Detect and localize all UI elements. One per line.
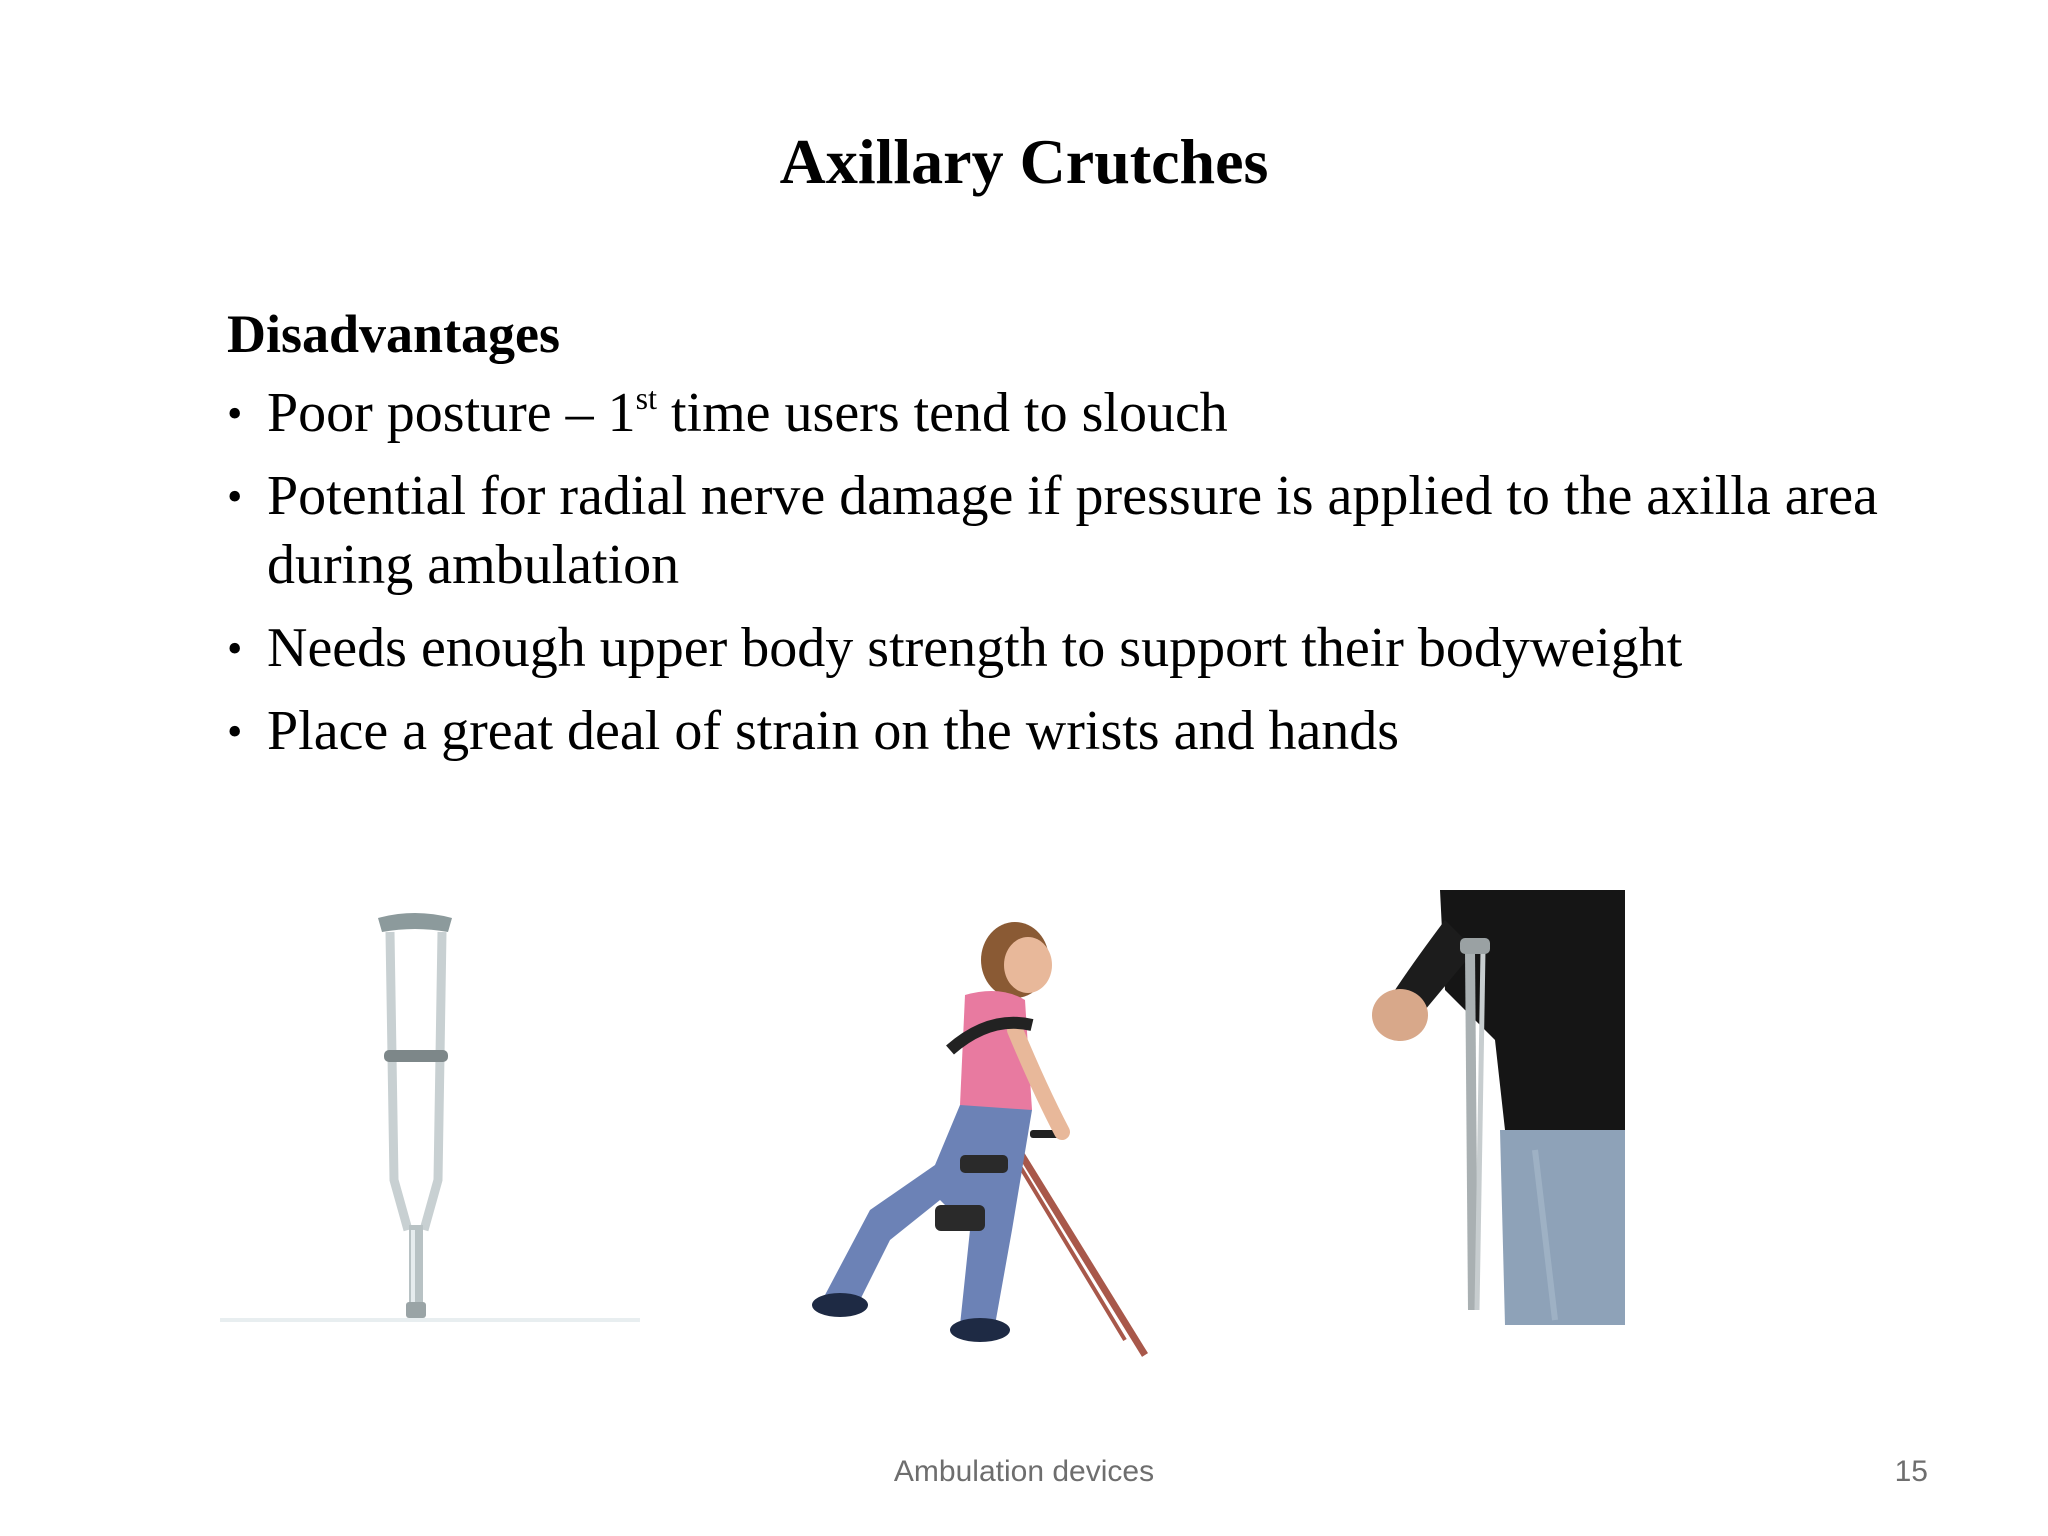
footer-text: Ambulation devices xyxy=(893,1455,1155,1488)
list-item xyxy=(227,462,1947,600)
list-item xyxy=(227,379,1947,448)
bullet-text: Place a great deal of strain on the wrists and hands xyxy=(267,700,1400,762)
slide-title: Axillary Crutches xyxy=(779,126,1269,197)
bullet-icon: • xyxy=(227,707,243,756)
list-item xyxy=(227,614,1947,683)
bullet-text: Needs enough upper body strength to support their bodyweight xyxy=(267,617,1683,679)
section-heading: Disadvantages xyxy=(227,304,561,364)
bullet-text-pre: Poor posture – 1 xyxy=(267,382,636,444)
axillary-crutch-image xyxy=(220,900,640,1330)
bullet-text-post: time users tend to slouch xyxy=(657,382,1228,444)
woman-with-crutch-image xyxy=(800,900,1170,1380)
bullet-icon: • xyxy=(227,389,243,438)
bullet-list xyxy=(227,379,1947,766)
bullet-icon: • xyxy=(227,624,243,673)
bullet-icon: • xyxy=(227,472,243,521)
page-number: 15 xyxy=(1894,1455,1928,1488)
bullet-superscript: st xyxy=(635,380,657,416)
man-gripping-crutch-image xyxy=(1355,890,1625,1325)
list-item xyxy=(227,697,1947,766)
slide-body xyxy=(227,300,1947,780)
bullet-text: Potential for radial nerve damage if pressure is applied to the axilla area during ambulation xyxy=(267,465,1878,596)
